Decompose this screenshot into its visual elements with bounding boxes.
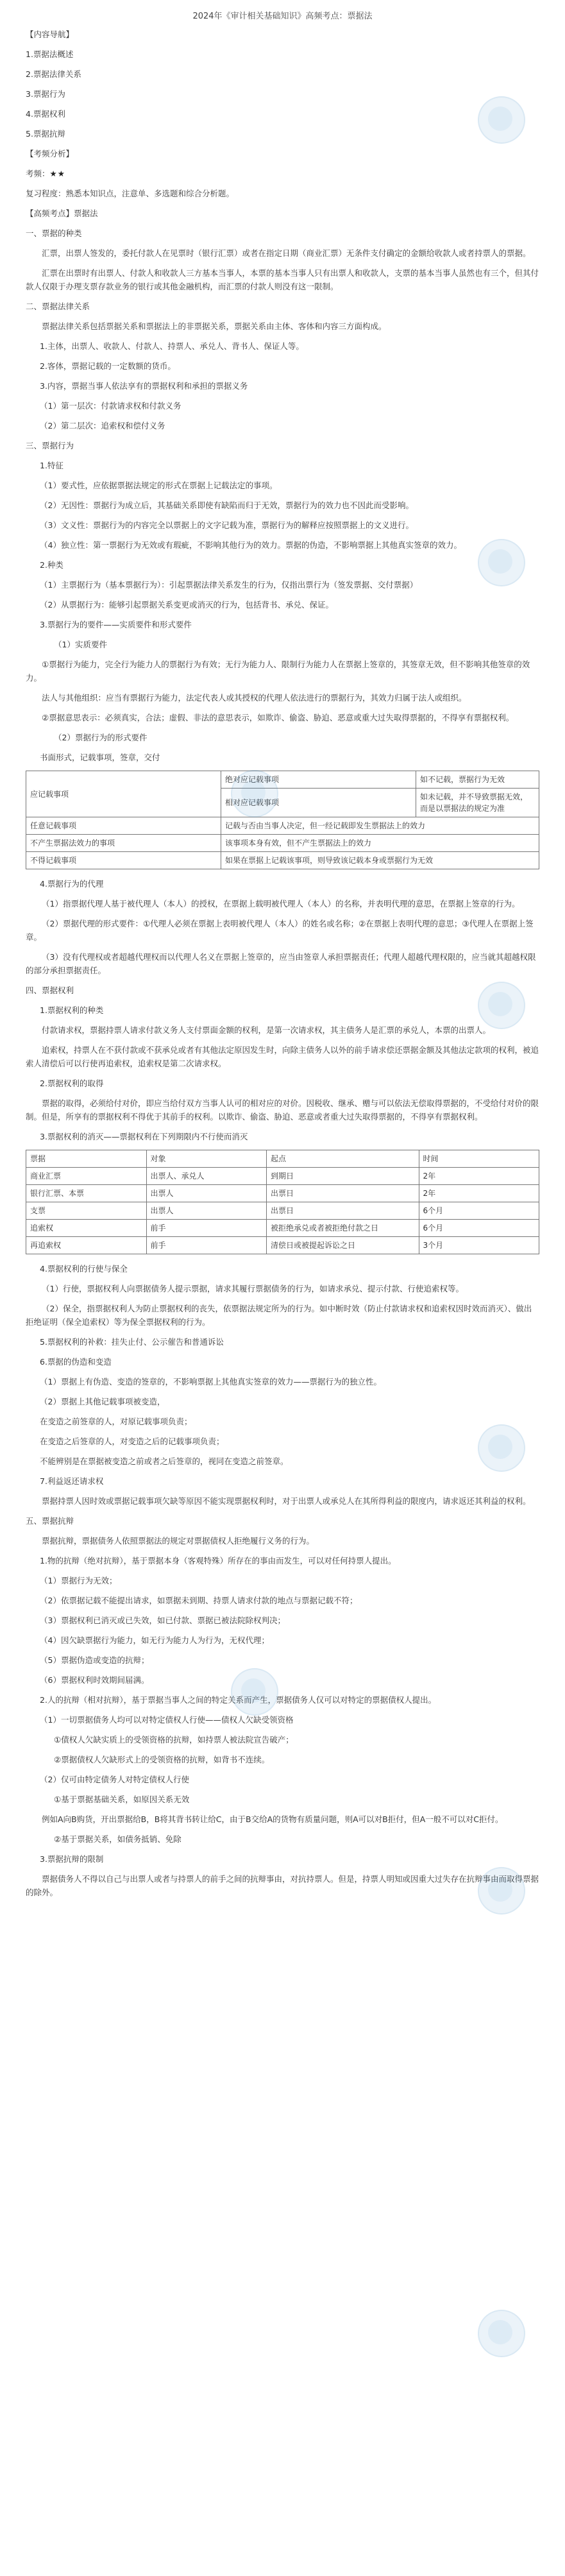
table-row [26, 1185, 539, 1202]
sub-heading: 6.票据的伪造和变造 [40, 1357, 112, 1367]
list-item: （2）第二层次：追索权和偿付义务 [40, 421, 165, 431]
section-heading: 四、票据权利 [26, 985, 74, 995]
table-cell: 出票日 [267, 1185, 419, 1202]
table-cell: 该事项本身有效，但不产生票据法上的效力 [221, 835, 539, 852]
nav-item: 5.票据抗辩 [26, 129, 65, 139]
sub-heading: 1.特征 [40, 461, 63, 470]
table-cell: 清偿日或被提起诉讼之日 [267, 1237, 419, 1254]
section-heading: 二、票据法律关系 [26, 302, 90, 311]
paragraph: （1）指票据代理人基于被代理人（本人）的授权，在票据上载明被代理人（本人）的名称，并表明代理的意思，在票据上签章的行为。 [42, 899, 520, 908]
list-item: 1.主体，出票人、收款人、付款人、持票人、承兑人、背书人、保证人等。 [40, 341, 304, 351]
table-cell: 应记载事项 [26, 771, 221, 817]
list-item: ②票据债权人欠缺形式上的受领资格的抗辩，如背书不连续。 [54, 1755, 270, 1764]
section-heading: 一、票据的种类 [26, 228, 82, 238]
table-row [26, 1237, 539, 1254]
table-cell: 任意记载事项 [26, 817, 221, 835]
page-title: 2024年《审计相关基础知识》高频考点：票据法 [192, 12, 373, 21]
table-cell: 2年 [419, 1185, 539, 1202]
list-item: （1）一切票据债务人均可以对特定债权人行使——债权人欠缺受领资格 [40, 1715, 294, 1725]
table-header-row [26, 1150, 539, 1168]
table-cell: 6个月 [419, 1220, 539, 1237]
table-cell: 相对应记载事项 [221, 789, 416, 817]
table-cell: 出票人 [146, 1202, 267, 1220]
table-cell: 如果在票据上记载该事项，则导致该记载本身或票据行为无效 [221, 852, 539, 869]
paragraph: 票据法律关系包括票据关系和票据法上的非票据关系，票据关系由主体、客体和内容三方面构成。 [42, 321, 387, 331]
table-cell: 前手 [146, 1220, 267, 1237]
table-cell: 出票人 [146, 1185, 267, 1202]
paragraph: 票据债务人不得以自己与出票人或者与持票人的前手之间的抗辩事由，对抗持票人。但是，持票人明知或因重大过失存在抗辩事由而取得票据的除外。 [26, 1874, 539, 1897]
list-item: （1）实质要件 [54, 640, 107, 649]
list-item: 在变造之前签章的人，对原记载事项负责； [40, 1417, 192, 1426]
section-heading: 三、票据行为 [26, 441, 74, 450]
list-item: ①债权人欠缺实质上的受领资格的抗辩，如持票人被法院宣告破产； [54, 1735, 294, 1744]
list-item: （1）票据上有伪造、变造的签章的，不影响票据上其他真实签章的效力——票据行为的独立性。 [40, 1377, 382, 1386]
table-cell: 商业汇票 [26, 1168, 147, 1185]
paragraph: （1）行使，票据权利人向票据债务人提示票据，请求其履行票据债务的行为，如请求承兑、提示付款、行使追索权等。 [42, 1284, 464, 1293]
paragraph: 付款请求权，票据持票人请求付款义务人支付票面金额的权利，是第一次请求权，其主债务人是汇票的承兑人，本票的出票人。 [42, 1025, 491, 1035]
list-item: 3.内容，票据当事人依法享有的票据权利和承担的票据义务 [40, 381, 248, 391]
sub-heading: 7.利益返还请求权 [40, 1476, 104, 1486]
list-item: ②基于票据关系，如债务抵销、免除 [54, 1834, 181, 1844]
table-cell: 出票人、承兑人 [146, 1168, 267, 1185]
table-cell: 出票日 [267, 1202, 419, 1220]
sub-heading: 3.票据权利的消灭——票据权利在下列期限内不行使而消灭 [40, 1132, 248, 1141]
sub-heading: 4.票据行为的代理 [40, 879, 104, 889]
paragraph: 汇票在出票时有出票人、付款人和收款人三方基本当事人，本票的基本当事人只有出票人和收款人，支票的基本当事人虽然也有三个，但其付款人仅限于办理支票存款业务的银行或其他金融机构，而汇票的付款人则没有这一限制。 [26, 268, 539, 291]
list-item: （1）第一层次：付款请求权和付款义务 [40, 401, 181, 411]
list-item: （1）主票据行为（基本票据行为）：引起票据法律关系发生的行为，仅指出票行为（签发票据、交付票据） [40, 580, 418, 590]
paragraph: ②票据意思表示：必须真实，合法；虚假、非法的意思表示，如欺诈、偷盗、胁迫、恶意或重大过失取得票据的，不得享有票据权利。 [42, 713, 514, 722]
paragraph: 例如A向B购货，开出票据给B，B将其背书转让给C，由于B交给A的货物有质量问题，则A可以对B拒付，但A一般不可以对C拒付。 [42, 1814, 503, 1824]
sub-heading: 4.票据权利的行使与保全 [40, 1264, 128, 1274]
table-cell: 支票 [26, 1202, 147, 1220]
paragraph: ①票据行为能力，完全行为能力人的票据行为有效；无行为能力人、限制行为能力人在票据上签章的，其签章无效，但不影响其他签章的效力。 [26, 660, 530, 683]
sub-heading: 2.票据权利的取得 [40, 1079, 104, 1088]
nav-item: 1.票据法概述 [26, 49, 74, 59]
paragraph: （3）没有代理权或者超越代理权而以代理人名义在票据上签章的，应当由签章人承担票据责任；代理人超越代理权限的，应当就其超越权限的部分承担票据责任。 [26, 952, 536, 975]
list-item: （2）无因性：票据行为成立后，其基础关系即使有缺陷而归于无效，票据行为的效力也不因此而受影响。 [40, 500, 414, 510]
list-item: （3）票据权利已消灭或已失效，如已付款、票据已被法院除权判决； [40, 1616, 285, 1625]
record-items-table [26, 771, 539, 869]
table-cell: 3个月 [419, 1237, 539, 1254]
table-row [26, 1168, 539, 1185]
list-item: 不能辨别是在票据被变造之前或者之后签章的，视同在变造之前签章。 [40, 1456, 289, 1466]
table-cell: 被拒绝承兑或者被拒绝付款之日 [267, 1220, 419, 1237]
sub-heading: 1.物的抗辩（绝对抗辩），基于票据本身（客观特殊）所存在的事由而发生，可以对任何持票人提出。 [40, 1556, 396, 1565]
paragraph: 票据抗辩，票据债务人依照票据法的规定对票据债权人拒绝履行义务的行为。 [42, 1536, 315, 1546]
list-item: （3）文义性：票据行为的内容完全以票据上的文字记载为准，票据行为的解释应按照票据上的文义进行。 [40, 520, 414, 530]
table-header-cell: 票据 [26, 1150, 147, 1168]
table-cell: 不产生票据法效力的事项 [26, 835, 221, 852]
list-item: （2）票据上其他记载事项被变造， [40, 1397, 165, 1406]
list-item: 书面形式，记载事项，签章，交付 [40, 753, 160, 762]
table-cell: 绝对应记载事项 [221, 771, 416, 789]
review-advice: 复习程度：熟悉本知识点，注意单、多选题和综合分析题。 [26, 189, 235, 198]
list-item: （5）票据伪造或变造的抗辩； [40, 1655, 149, 1665]
paragraph: 汇票，出票人签发的，委托付款人在见票时（银行汇票）或者在指定日期（商业汇票）无条件支付确定的金额给收款人或者持票人的票据。 [42, 248, 531, 258]
table-cell: 记载与否由当事人决定，但一经记载即发生票据法上的效力 [221, 817, 539, 835]
analysis-heading: 【考频分析】 [26, 149, 74, 158]
table-cell: 追索权 [26, 1220, 147, 1237]
list-item: （4）独立性：第一票据行为无效或有瑕疵，不影响其他行为的效力。票据的伪造，不影响票据上其他真实签章的效力。 [40, 540, 462, 550]
table-header-cell: 起点 [267, 1150, 419, 1168]
frequency-stars: ★★ [49, 169, 65, 178]
nav-item: 4.票据权利 [26, 109, 65, 119]
list-item: （6）票据权利时效期间届满。 [40, 1675, 149, 1685]
table-row [26, 852, 539, 869]
table-cell: 6个月 [419, 1202, 539, 1220]
paragraph: 追索权，持票人在不获付款或不获承兑或者有其他法定原因发生时，向除主债务人以外的前手请求偿还票据金额及其他法定款项的权利，被追索人清偿后可以行使再追索权，追索权是第二次请求权。 [26, 1045, 539, 1068]
table-cell: 2年 [419, 1168, 539, 1185]
paragraph: （2）保全，指票据权利人为防止票据权利的丧失，依票据法规定所为的行为。如中断时效（防止付款请求权和追索权因时效而消灭）、做出拒绝证明（保全追索权）等为保全票据权利的行为。 [26, 1304, 532, 1327]
list-item: （2）从票据行为：能够引起票据关系变更或消灭的行为，包括背书、承兑、保证。 [40, 600, 333, 610]
nav-item: 2.票据法律关系 [26, 69, 81, 79]
sub-heading: 3.票据行为的要件——实质要件和形式要件 [40, 620, 192, 629]
table-cell: 不得记载事项 [26, 852, 221, 869]
nav-item: 3.票据行为 [26, 89, 65, 99]
list-item: （2）票据行为的形式要件 [54, 733, 148, 742]
paragraph: 票据的取得，必须给付对价，即应当给付双方当事人认可的相对应的对价。因税收、继承、赠与可以依法无偿取得票据的，不受给付对价的限制。但是，所享有的票据权利不得优于其前手的权利。以欺诈、偷盗、胁迫、恶意或者重大过失取得票据的，不得享有票据权利。 [26, 1098, 539, 1122]
table-cell: 到期日 [267, 1168, 419, 1185]
table-row [26, 1202, 539, 1220]
list-item: （2）仅可由特定债务人对特定债权人行使 [40, 1775, 189, 1784]
list-item: （1）票据行为无效； [40, 1576, 117, 1585]
sub-heading: 1.票据权利的种类 [40, 1005, 104, 1015]
table-cell: 银行汇票、本票 [26, 1185, 147, 1202]
table-header-cell: 时间 [419, 1150, 539, 1168]
list-item: （1）要式性，应依据票据法规定的形式在票据上记载法定的事项。 [40, 481, 278, 490]
table-row [26, 817, 539, 835]
table-row [26, 771, 539, 789]
table-row [26, 1220, 539, 1237]
paragraph: （2）票据代理的形式要件：①代理人必须在票据上表明被代理人（本人）的姓名或名称；②在票据上表明代理的意思；③代理人在票据上签章。 [26, 919, 534, 942]
table-cell: 如不记载，票据行为无效 [416, 771, 539, 789]
nav-heading: 【内容导航】 [26, 30, 74, 39]
list-item: 在变造之后签章的人，对变造之后的记载事项负责； [40, 1437, 224, 1446]
sub-heading: 2.种类 [40, 560, 63, 570]
list-item: 2.客体，票据记载的一定数额的货币。 [40, 361, 176, 371]
list-item: （4）因欠缺票据行为能力，如无行为能力人为行为，无权代理； [40, 1635, 269, 1645]
key-point-heading: 【高频考点】票据法 [26, 209, 98, 218]
sub-heading: 2.人的抗辩（相对抗辩），基于票据当事人之间的特定关系而产生，票据债务人仅可以对特定的票据债权人提出。 [40, 1695, 437, 1705]
table-cell: 如未记载，并不导致票据无效，而是以票据法的规定为准 [416, 789, 539, 817]
table-cell: 再追索权 [26, 1237, 147, 1254]
paragraph: 票据持票人因时效或票据记载事项欠缺等原因不能实现票据权利时，对于出票人或承兑人在其所得利益的限度内，请求返还其利益的权利。 [42, 1496, 531, 1506]
table-cell: 前手 [146, 1237, 267, 1254]
section-heading: 五、票据抗辩 [26, 1516, 74, 1526]
paragraph: 法人与其他组织：应当有票据行为能力，法定代表人或其授权的代理人依法进行的票据行为，其效力归属于法人或组织。 [42, 693, 467, 703]
frequency-label: 考频： [26, 169, 50, 178]
table-row [26, 835, 539, 852]
frequency-line [26, 167, 539, 180]
right-extinction-table [26, 1150, 539, 1254]
sub-heading: 5.票据权利的补救：挂失止付、公示催告和普通诉讼 [40, 1337, 224, 1347]
list-item: ①基于票据基础关系，如原因关系无效 [54, 1795, 190, 1804]
list-item: （2）依票据记载不能提出请求，如票据未到期、持票人请求付款的地点与票据记载不符； [40, 1596, 358, 1605]
sub-heading: 3.票据抗辩的限制 [40, 1854, 104, 1864]
table-header-cell: 对象 [146, 1150, 267, 1168]
